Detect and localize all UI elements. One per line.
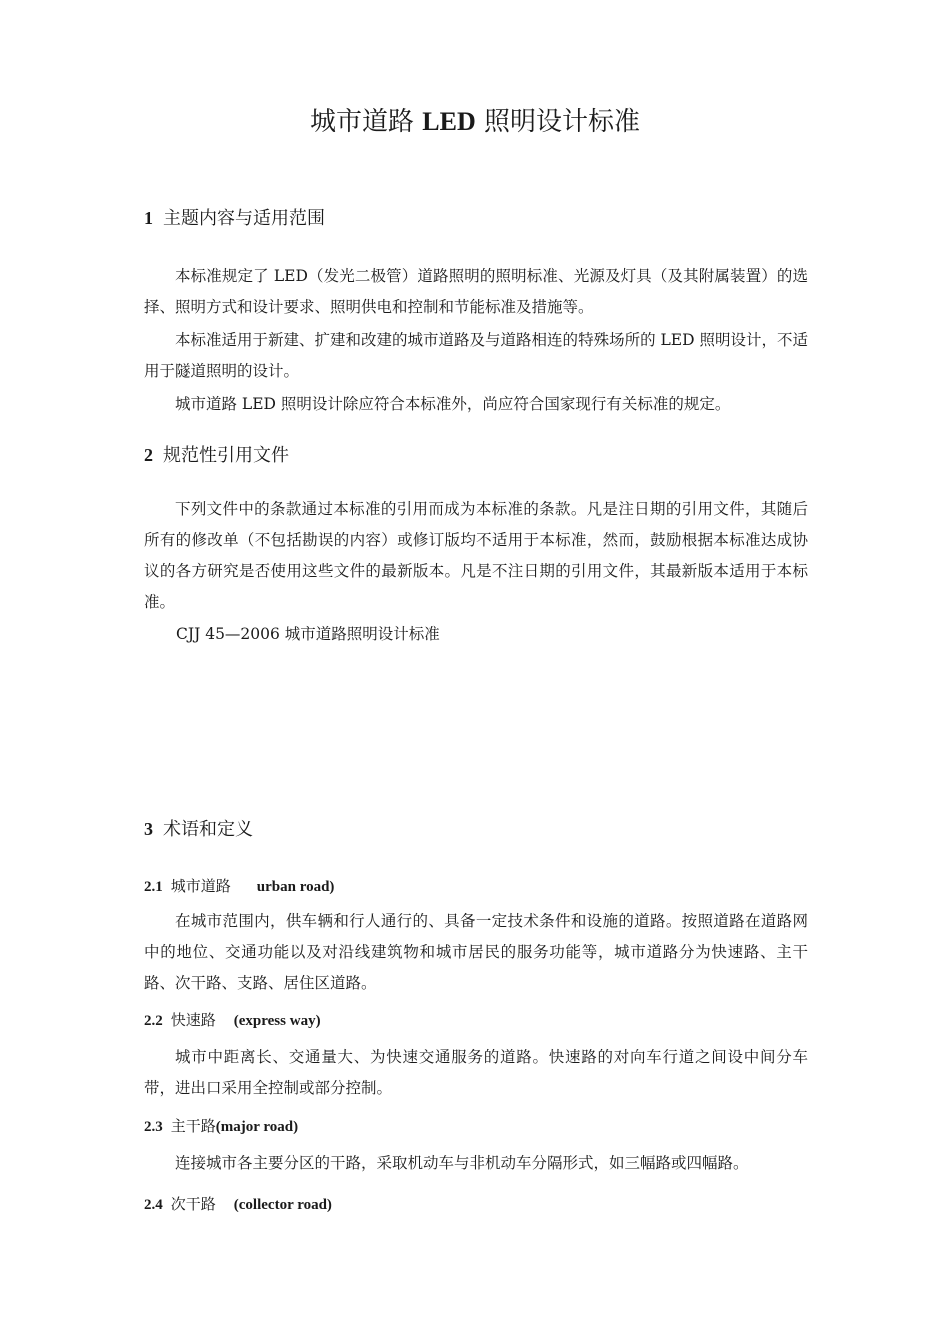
reference-item: CJJ 45—2006 城市道路照明设计标准 — [176, 625, 440, 643]
term-english: (major road) — [215, 1119, 299, 1135]
term-number: 2.4 — [144, 1197, 163, 1213]
term-definition-2-1: 在城市范围内，供车辆和行人通行的、具备一定技术条件和设施的道路。按照道路在道路网中的地位、交通功能以及对沿线建筑物和城市居民的服务功能等，城市道路分为快速路、主干路、次干路、支路、居住区道路。 — [144, 912, 808, 992]
section-number: 1 — [144, 208, 153, 228]
section-title: 规范性引用文件 — [163, 445, 289, 466]
term-number: 2.3 — [144, 1119, 163, 1135]
section-number: 3 — [144, 819, 153, 839]
term-definition-2-3: 连接城市各主要分区的干路，采取机动车与非机动车分隔形式，如三幅路或四幅路。 — [175, 1154, 749, 1172]
term-chinese: 快速路 — [170, 1011, 216, 1029]
title-text-pre: 城市道路 — [309, 107, 414, 137]
term-heading-2-1 — [144, 875, 334, 898]
term-chinese: 主干路 — [170, 1117, 216, 1135]
section-1-paragraph-3: 城市道路 LED 照明设计除应符合本标准外，尚应符合国家现行有关标准的规定。 — [175, 395, 731, 413]
section-title: 主题内容与适用范围 — [163, 208, 325, 229]
term-heading-2-2 — [144, 1009, 321, 1032]
term-english: urban road) — [256, 879, 335, 895]
term-chinese: 次干路 — [170, 1195, 216, 1213]
term-english: (collector road) — [233, 1197, 332, 1213]
title-text-post: 照明设计标准 — [484, 107, 641, 137]
section-2-heading — [144, 442, 289, 469]
page-title — [0, 104, 950, 140]
term-number: 2.1 — [144, 879, 163, 895]
title-text-latin: LED — [422, 107, 476, 136]
section-1-paragraph-2: 本标准适用于新建、扩建和改建的城市道路及与道路相连的特殊场所的 LED 照明设计，不适用于隧道照明的设计。 — [144, 331, 808, 380]
term-english: (express way) — [233, 1013, 321, 1029]
section-number: 2 — [144, 445, 153, 465]
section-1-paragraph-1: 本标准规定了 LED（发光二极管）道路照明的照明标准、光源及灯具（及其附属装置）的选择、照明方式和设计要求、照明供电和控制和节能标准及措施等。 — [144, 267, 808, 316]
section-3-heading — [144, 816, 253, 843]
term-heading-2-3 — [144, 1115, 298, 1138]
term-definition-2-2: 城市中距离长、交通量大、为快速交通服务的道路。快速路的对向车行道之间设中间分车带，进出口采用全控制或部分控制。 — [144, 1048, 808, 1097]
term-chinese: 城市道路 — [170, 877, 231, 895]
section-title: 术语和定义 — [163, 819, 253, 840]
section-2-paragraph: 下列文件中的条款通过本标准的引用而成为本标准的条款。凡是注日期的引用文件，其随后所有的修改单（不包括勘误的内容）或修订版均不适用于本标准，然而，鼓励根据本标准达成协议的各方研究是否使用这些文件的最新版本。凡是不注日期的引用文件，其最新版本适用于本标准。 — [144, 500, 808, 611]
term-heading-2-4 — [144, 1193, 332, 1216]
term-number: 2.2 — [144, 1013, 163, 1029]
section-1-heading — [144, 205, 325, 232]
